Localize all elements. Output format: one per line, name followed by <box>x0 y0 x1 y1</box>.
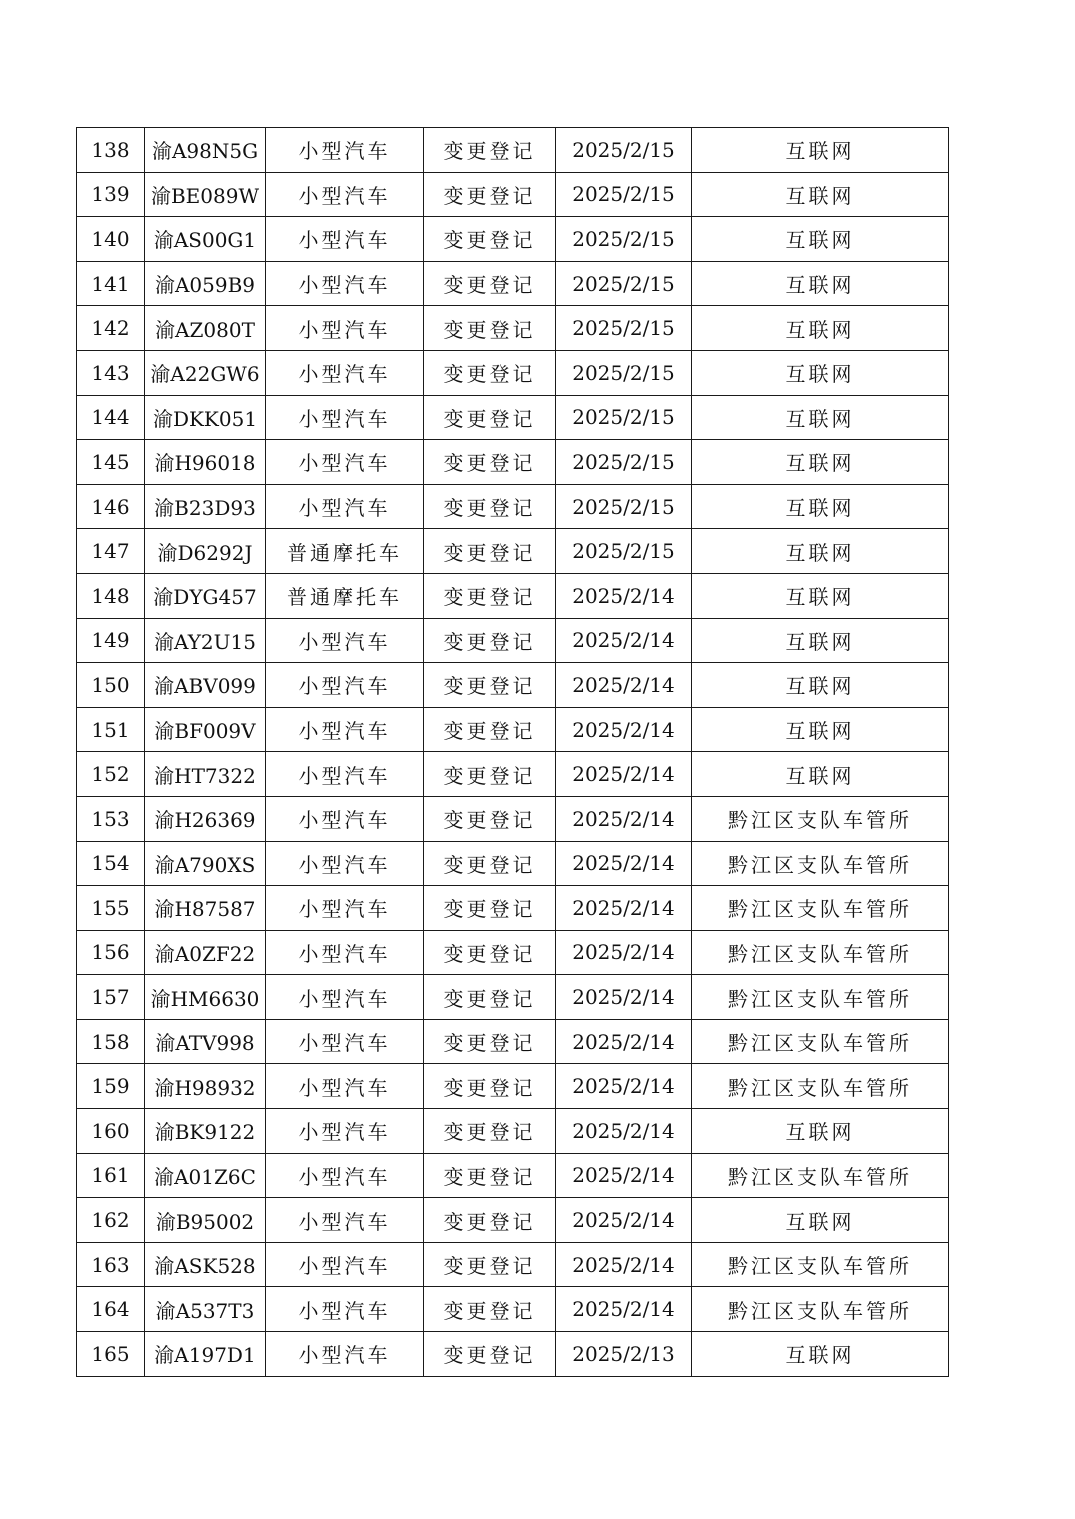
handling-place-cell: 互联网 <box>692 1198 949 1243</box>
plate-number-cell: 渝B95002 <box>145 1198 266 1243</box>
date-cell: 2025/2/15 <box>556 529 692 574</box>
table-row <box>77 930 949 975</box>
plate-number-cell: 渝B23D93 <box>145 484 266 529</box>
date-cell: 2025/2/14 <box>556 841 692 886</box>
business-type-cell: 变更登记 <box>424 752 556 797</box>
business-type-cell: 变更登记 <box>424 1109 556 1154</box>
table-row <box>77 886 949 931</box>
table-row <box>77 217 949 262</box>
table-row <box>77 172 949 217</box>
vehicle-type-cell: 普通摩托车 <box>266 573 424 618</box>
vehicle-type-cell: 小型汽车 <box>266 1064 424 1109</box>
handling-place-cell: 黔江区支队车管所 <box>692 1242 949 1287</box>
date-cell: 2025/2/14 <box>556 1287 692 1332</box>
plate-number-cell: 渝A22GW6 <box>145 350 266 395</box>
plate-number-cell: 渝A98N5G <box>145 128 266 173</box>
business-type-cell: 变更登记 <box>424 1287 556 1332</box>
plate-number-cell: 渝ASK528 <box>145 1242 266 1287</box>
row-number-cell: 148 <box>77 573 145 618</box>
table-row <box>77 707 949 752</box>
vehicle-type-cell: 小型汽车 <box>266 1109 424 1154</box>
table-row <box>77 440 949 485</box>
date-cell: 2025/2/14 <box>556 1198 692 1243</box>
date-cell: 2025/2/15 <box>556 128 692 173</box>
date-cell: 2025/2/14 <box>556 1242 692 1287</box>
business-type-cell: 变更登记 <box>424 395 556 440</box>
row-number-cell: 150 <box>77 663 145 708</box>
plate-number-cell: 渝A790XS <box>145 841 266 886</box>
table-row <box>77 1019 949 1064</box>
handling-place-cell: 互联网 <box>692 752 949 797</box>
handling-place-cell: 互联网 <box>692 350 949 395</box>
business-type-cell: 变更登记 <box>424 350 556 395</box>
handling-place-cell: 互联网 <box>692 1109 949 1154</box>
plate-number-cell: 渝AY2U15 <box>145 618 266 663</box>
date-cell: 2025/2/15 <box>556 306 692 351</box>
row-number-cell: 139 <box>77 172 145 217</box>
row-number-cell: 140 <box>77 217 145 262</box>
date-cell: 2025/2/15 <box>556 172 692 217</box>
business-type-cell: 变更登记 <box>424 1064 556 1109</box>
table-row <box>77 975 949 1020</box>
table-row <box>77 128 949 173</box>
plate-number-cell: 渝ABV099 <box>145 663 266 708</box>
plate-number-cell: 渝BE089W <box>145 172 266 217</box>
vehicle-type-cell: 小型汽车 <box>266 663 424 708</box>
handling-place-cell: 黔江区支队车管所 <box>692 796 949 841</box>
handling-place-cell: 黔江区支队车管所 <box>692 1153 949 1198</box>
vehicle-type-cell: 小型汽车 <box>266 975 424 1020</box>
handling-place-cell: 互联网 <box>692 172 949 217</box>
vehicle-type-cell: 小型汽车 <box>266 1153 424 1198</box>
row-number-cell: 138 <box>77 128 145 173</box>
business-type-cell: 变更登记 <box>424 796 556 841</box>
table-row <box>77 618 949 663</box>
row-number-cell: 163 <box>77 1242 145 1287</box>
vehicle-type-cell: 小型汽车 <box>266 841 424 886</box>
handling-place-cell: 互联网 <box>692 573 949 618</box>
handling-place-cell: 黔江区支队车管所 <box>692 1064 949 1109</box>
handling-place-cell: 黔江区支队车管所 <box>692 886 949 931</box>
table-row <box>77 306 949 351</box>
row-number-cell: 159 <box>77 1064 145 1109</box>
vehicle-type-cell: 小型汽车 <box>266 1287 424 1332</box>
row-number-cell: 161 <box>77 1153 145 1198</box>
handling-place-cell: 黔江区支队车管所 <box>692 930 949 975</box>
plate-number-cell: 渝AS00G1 <box>145 217 266 262</box>
table-row <box>77 663 949 708</box>
row-number-cell: 153 <box>77 796 145 841</box>
date-cell: 2025/2/15 <box>556 484 692 529</box>
row-number-cell: 143 <box>77 350 145 395</box>
table-row <box>77 1332 949 1377</box>
vehicle-type-cell: 小型汽车 <box>266 752 424 797</box>
plate-number-cell: 渝A0ZF22 <box>145 930 266 975</box>
vehicle-type-cell: 小型汽车 <box>266 930 424 975</box>
vehicle-type-cell: 小型汽车 <box>266 217 424 262</box>
business-type-cell: 变更登记 <box>424 440 556 485</box>
table-row <box>77 1287 949 1332</box>
date-cell: 2025/2/14 <box>556 618 692 663</box>
vehicle-type-cell: 小型汽车 <box>266 306 424 351</box>
date-cell: 2025/2/14 <box>556 707 692 752</box>
table-row <box>77 573 949 618</box>
handling-place-cell: 互联网 <box>692 128 949 173</box>
business-type-cell: 变更登记 <box>424 1153 556 1198</box>
plate-number-cell: 渝DKK051 <box>145 395 266 440</box>
vehicle-type-cell: 小型汽车 <box>266 350 424 395</box>
table-row <box>77 841 949 886</box>
handling-place-cell: 互联网 <box>692 484 949 529</box>
business-type-cell: 变更登记 <box>424 484 556 529</box>
plate-number-cell: 渝A537T3 <box>145 1287 266 1332</box>
plate-number-cell: 渝A059B9 <box>145 261 266 306</box>
registration-table-body <box>77 128 949 1377</box>
vehicle-type-cell: 小型汽车 <box>266 886 424 931</box>
row-number-cell: 155 <box>77 886 145 931</box>
date-cell: 2025/2/15 <box>556 217 692 262</box>
vehicle-type-cell: 小型汽车 <box>266 618 424 663</box>
business-type-cell: 变更登记 <box>424 663 556 708</box>
handling-place-cell: 互联网 <box>692 440 949 485</box>
vehicle-type-cell: 小型汽车 <box>266 484 424 529</box>
business-type-cell: 变更登记 <box>424 1242 556 1287</box>
table-row <box>77 529 949 574</box>
vehicle-type-cell: 小型汽车 <box>266 1198 424 1243</box>
business-type-cell: 变更登记 <box>424 128 556 173</box>
row-number-cell: 154 <box>77 841 145 886</box>
business-type-cell: 变更登记 <box>424 172 556 217</box>
date-cell: 2025/2/14 <box>556 975 692 1020</box>
business-type-cell: 变更登记 <box>424 217 556 262</box>
row-number-cell: 158 <box>77 1019 145 1064</box>
vehicle-type-cell: 小型汽车 <box>266 261 424 306</box>
business-type-cell: 变更登记 <box>424 886 556 931</box>
handling-place-cell: 黔江区支队车管所 <box>692 1019 949 1064</box>
date-cell: 2025/2/13 <box>556 1332 692 1377</box>
business-type-cell: 变更登记 <box>424 573 556 618</box>
plate-number-cell: 渝HT7322 <box>145 752 266 797</box>
table-row <box>77 350 949 395</box>
vehicle-type-cell: 普通摩托车 <box>266 529 424 574</box>
handling-place-cell: 互联网 <box>692 395 949 440</box>
business-type-cell: 变更登记 <box>424 930 556 975</box>
vehicle-type-cell: 小型汽车 <box>266 172 424 217</box>
business-type-cell: 变更登记 <box>424 707 556 752</box>
date-cell: 2025/2/14 <box>556 1153 692 1198</box>
date-cell: 2025/2/14 <box>556 663 692 708</box>
handling-place-cell: 互联网 <box>692 618 949 663</box>
row-number-cell: 142 <box>77 306 145 351</box>
business-type-cell: 变更登记 <box>424 306 556 351</box>
row-number-cell: 149 <box>77 618 145 663</box>
handling-place-cell: 黔江区支队车管所 <box>692 975 949 1020</box>
business-type-cell: 变更登记 <box>424 261 556 306</box>
plate-number-cell: 渝H87587 <box>145 886 266 931</box>
row-number-cell: 162 <box>77 1198 145 1243</box>
plate-number-cell: 渝BK9122 <box>145 1109 266 1154</box>
vehicle-type-cell: 小型汽车 <box>266 1332 424 1377</box>
table-row <box>77 1198 949 1243</box>
handling-place-cell: 互联网 <box>692 261 949 306</box>
row-number-cell: 141 <box>77 261 145 306</box>
table-row <box>77 1064 949 1109</box>
plate-number-cell: 渝A197D1 <box>145 1332 266 1377</box>
table-row <box>77 796 949 841</box>
row-number-cell: 165 <box>77 1332 145 1377</box>
date-cell: 2025/2/15 <box>556 350 692 395</box>
row-number-cell: 160 <box>77 1109 145 1154</box>
plate-number-cell: 渝BF009V <box>145 707 266 752</box>
date-cell: 2025/2/15 <box>556 395 692 440</box>
business-type-cell: 变更登记 <box>424 1019 556 1064</box>
date-cell: 2025/2/14 <box>556 886 692 931</box>
business-type-cell: 变更登记 <box>424 529 556 574</box>
row-number-cell: 147 <box>77 529 145 574</box>
table-row <box>77 484 949 529</box>
handling-place-cell: 互联网 <box>692 1332 949 1377</box>
date-cell: 2025/2/14 <box>556 1019 692 1064</box>
table-row <box>77 261 949 306</box>
vehicle-type-cell: 小型汽车 <box>266 128 424 173</box>
row-number-cell: 152 <box>77 752 145 797</box>
handling-place-cell: 黔江区支队车管所 <box>692 1287 949 1332</box>
business-type-cell: 变更登记 <box>424 975 556 1020</box>
business-type-cell: 变更登记 <box>424 1198 556 1243</box>
vehicle-type-cell: 小型汽车 <box>266 1019 424 1064</box>
date-cell: 2025/2/15 <box>556 440 692 485</box>
date-cell: 2025/2/14 <box>556 1064 692 1109</box>
plate-number-cell: 渝HM6630 <box>145 975 266 1020</box>
vehicle-type-cell: 小型汽车 <box>266 440 424 485</box>
registration-table <box>76 127 949 1377</box>
table-row <box>77 1153 949 1198</box>
vehicle-type-cell: 小型汽车 <box>266 395 424 440</box>
handling-place-cell: 互联网 <box>692 306 949 351</box>
date-cell: 2025/2/14 <box>556 796 692 841</box>
date-cell: 2025/2/15 <box>556 261 692 306</box>
handling-place-cell: 互联网 <box>692 217 949 262</box>
row-number-cell: 146 <box>77 484 145 529</box>
table-row <box>77 395 949 440</box>
vehicle-type-cell: 小型汽车 <box>266 1242 424 1287</box>
row-number-cell: 145 <box>77 440 145 485</box>
vehicle-type-cell: 小型汽车 <box>266 707 424 752</box>
row-number-cell: 157 <box>77 975 145 1020</box>
plate-number-cell: 渝AZ080T <box>145 306 266 351</box>
plate-number-cell: 渝A01Z6C <box>145 1153 266 1198</box>
plate-number-cell: 渝D6292J <box>145 529 266 574</box>
row-number-cell: 164 <box>77 1287 145 1332</box>
plate-number-cell: 渝H98932 <box>145 1064 266 1109</box>
table-row <box>77 1109 949 1154</box>
vehicle-type-cell: 小型汽车 <box>266 796 424 841</box>
plate-number-cell: 渝H96018 <box>145 440 266 485</box>
business-type-cell: 变更登记 <box>424 1332 556 1377</box>
plate-number-cell: 渝DYG457 <box>145 573 266 618</box>
table-row <box>77 752 949 797</box>
row-number-cell: 156 <box>77 930 145 975</box>
handling-place-cell: 互联网 <box>692 529 949 574</box>
business-type-cell: 变更登记 <box>424 841 556 886</box>
row-number-cell: 144 <box>77 395 145 440</box>
plate-number-cell: 渝ATV998 <box>145 1019 266 1064</box>
business-type-cell: 变更登记 <box>424 618 556 663</box>
date-cell: 2025/2/14 <box>556 930 692 975</box>
date-cell: 2025/2/14 <box>556 752 692 797</box>
handling-place-cell: 互联网 <box>692 707 949 752</box>
handling-place-cell: 黔江区支队车管所 <box>692 841 949 886</box>
plate-number-cell: 渝H26369 <box>145 796 266 841</box>
table-row <box>77 1242 949 1287</box>
date-cell: 2025/2/14 <box>556 573 692 618</box>
row-number-cell: 151 <box>77 707 145 752</box>
date-cell: 2025/2/14 <box>556 1109 692 1154</box>
handling-place-cell: 互联网 <box>692 663 949 708</box>
